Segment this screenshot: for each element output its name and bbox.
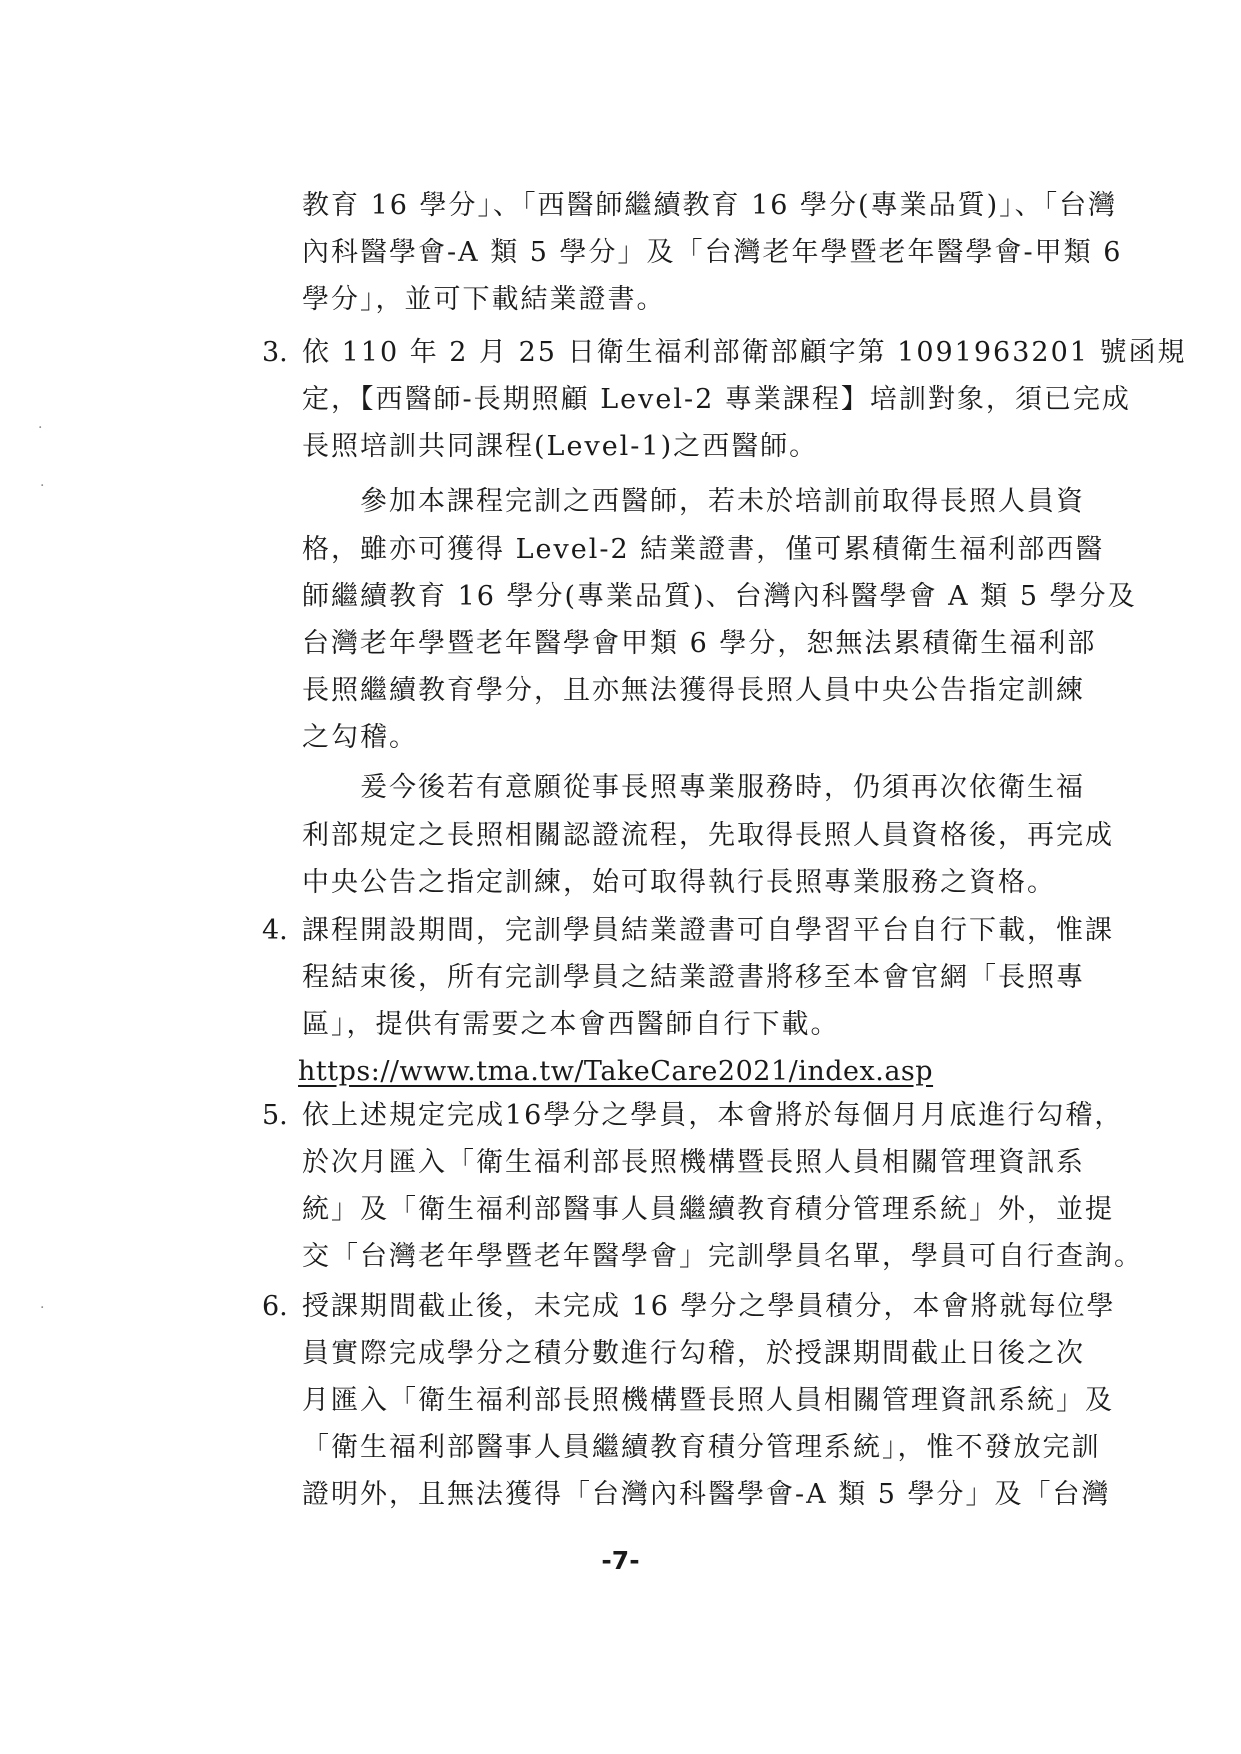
carryover-line-1: 教育 16 學分」、「西醫師繼續教育 16 學分(專業品質)」、「台灣 bbox=[302, 190, 1118, 221]
scan-speck: · bbox=[40, 1300, 45, 1316]
item-3-line-3: 長照培訓共同課程(Level-1)之西醫師。 bbox=[302, 431, 819, 462]
item-6-line-3: 月匯入「衛生福利部長照機構暨長照人員相關管理資訊系統」及 bbox=[302, 1385, 1114, 1416]
tma-takecare-link[interactable]: https://www.tma.tw/TakeCare2021/index.asp bbox=[298, 1056, 934, 1087]
item-3-para2-line-1: 參加本課程完訓之西醫師，若未於培訓前取得長照人員資 bbox=[360, 486, 1085, 517]
item-3-para2-line-4: 台灣老年學暨老年醫學會甲類 6 學分，恕無法累積衛生福利部 bbox=[302, 628, 1097, 659]
item-3-line-1: 依 110 年 2 月 25 日衛生福利部衛部顧字第 1091963201 號函規 bbox=[302, 337, 1187, 368]
item-6-number: 6. bbox=[262, 1291, 288, 1322]
item-4-line-2: 程結束後，所有完訓學員之結業證書將移至本會官網「長照專 bbox=[302, 962, 1085, 993]
scan-speck: · bbox=[38, 420, 43, 436]
item-3-para2-line-2: 格，雖亦可獲得 Level-2 結業證書，僅可累積衛生福利部西醫 bbox=[302, 534, 1105, 565]
item-4-line-1: 課程開設期間，完訓學員結業證書可自學習平台自行下載，惟課 bbox=[302, 915, 1114, 946]
item-3-para3-line-2: 利部規定之長照相關認證流程，先取得長照人員資格後，再完成 bbox=[302, 820, 1114, 851]
item-3-para2-line-3: 師繼續教育 16 學分(專業品質)、台灣內科醫學會 A 類 5 學分及 bbox=[302, 581, 1137, 612]
item-6-line-5: 證明外，且無法獲得「台灣內科醫學會-A 類 5 學分」及「台灣 bbox=[302, 1479, 1111, 1510]
item-6-line-1: 授課期間截止後，未完成 16 學分之學員積分，本會將就每位學 bbox=[302, 1291, 1116, 1322]
item-3-para2-line-6: 之勾稽。 bbox=[302, 722, 418, 753]
item-5-line-4: 交「台灣老年學暨老年醫學會」完訓學員名單，學員可自行查詢。 bbox=[302, 1241, 1143, 1272]
item-5-number: 5. bbox=[262, 1100, 288, 1131]
scan-speck: · bbox=[40, 478, 45, 494]
page-number: -7- bbox=[601, 1546, 640, 1575]
item-6-line-4: 「衛生福利部醫事人員繼續教育積分管理系統」，惟不發放完訓 bbox=[302, 1432, 1101, 1463]
item-3-para3-line-3: 中央公告之指定訓練，始可取得執行長照專業服務之資格。 bbox=[302, 867, 1056, 898]
item-5-line-2: 於次月匯入「衛生福利部長照機構暨長照人員相關管理資訊系 bbox=[302, 1147, 1085, 1178]
item-4-number: 4. bbox=[262, 915, 288, 946]
carryover-line-2: 內科醫學會-A 類 5 學分」及「台灣老年學暨老年醫學會-甲類 6 bbox=[302, 237, 1123, 268]
item-5-line-1: 依上述規定完成16學分之學員，本會將於每個月月底進行勾稽， bbox=[302, 1100, 1124, 1131]
item-5-line-3: 統」及「衛生福利部醫事人員繼續教育積分管理系統」外，並提 bbox=[302, 1194, 1114, 1225]
carryover-line-3: 學分」，並可下載結業證書。 bbox=[302, 284, 666, 315]
item-3-para2-line-5: 長照繼續教育學分，且亦無法獲得長照人員中央公告指定訓練 bbox=[302, 675, 1085, 706]
item-3-line-2: 定，【西醫師-長期照顧 Level-2 專業課程】培訓對象，須已完成 bbox=[302, 384, 1131, 415]
item-3-number: 3. bbox=[262, 337, 288, 368]
item-4-line-3: 區」，提供有需要之本會西醫師自行下載。 bbox=[302, 1009, 840, 1040]
item-3-para3-line-1: 爰今後若有意願從事長照專業服務時，仍須再次依衛生福 bbox=[360, 772, 1085, 803]
item-6-line-2: 員實際完成學分之積分數進行勾稽，於授課期間截止日後之次 bbox=[302, 1338, 1085, 1369]
